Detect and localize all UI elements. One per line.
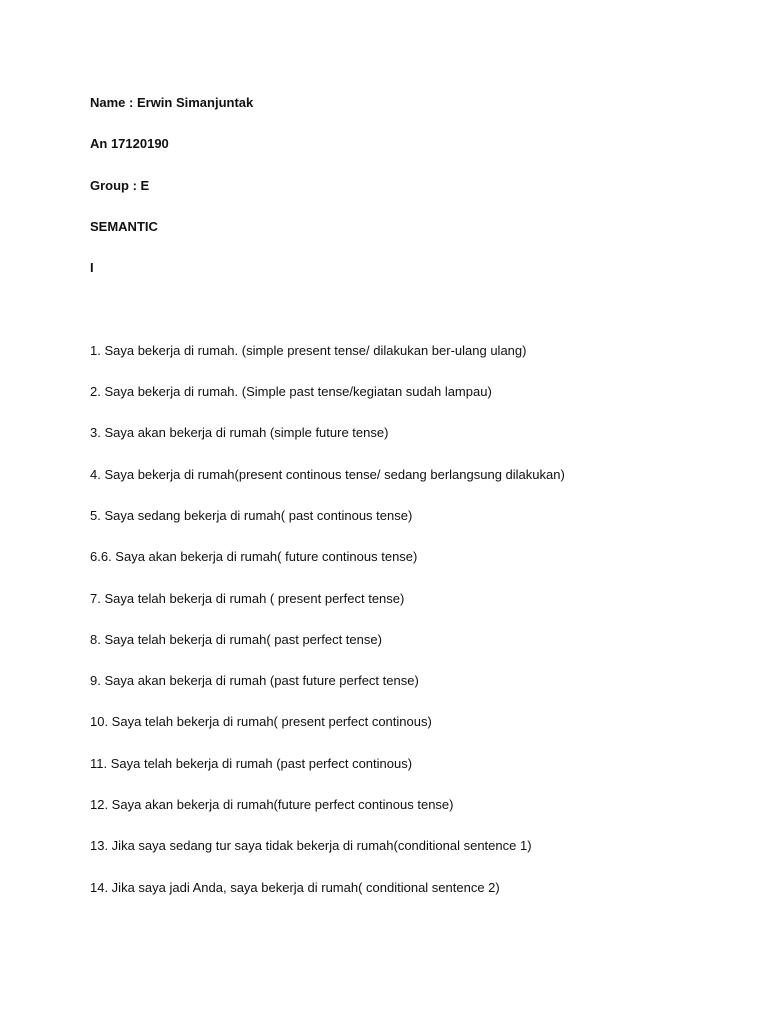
student-number: An 17120190 xyxy=(90,136,169,152)
list-item: 6.6. Saya akan bekerja di rumah( future continous tense) xyxy=(90,549,418,565)
subject-title: SEMANTIC xyxy=(90,218,158,234)
list-item: 4. Saya bekerja di rumah(present continous tense/ sedang berlangsung dilakukan) xyxy=(90,466,565,482)
student-group: Group : E xyxy=(90,177,150,193)
list-item: 5. Saya sedang bekerja di rumah( past continous tense) xyxy=(90,507,413,523)
list-item: 14. Jika saya jadi Anda, saya bekerja di rumah( conditional sentence 2) xyxy=(90,879,500,895)
list-item: 12. Saya akan bekerja di rumah(future perfect continous tense) xyxy=(90,797,454,813)
list-item: 13. Jika saya sedang tur saya tidak bekerja di rumah(conditional sentence 1) xyxy=(90,838,532,854)
list-item: 7. Saya telah bekerja di rumah ( present perfect tense) xyxy=(90,590,405,606)
list-item: 2. Saya bekerja di rumah. (Simple past tense/kegiatan sudah lampau) xyxy=(90,384,492,400)
document-content xyxy=(90,94,730,920)
section-number: I xyxy=(90,260,94,276)
list-item: 10. Saya telah bekerja di rumah( present perfect continous) xyxy=(90,714,432,730)
list-item: 1. Saya bekerja di rumah. (simple present tense/ dilakukan ber-ulang ulang) xyxy=(90,342,527,358)
student-name: Name : Erwin Simanjuntak xyxy=(90,95,254,110)
list-item: 3. Saya akan bekerja di rumah (simple future tense) xyxy=(90,425,389,441)
document-header xyxy=(90,94,730,300)
list-item: 9. Saya akan bekerja di rumah (past future perfect tense) xyxy=(90,673,419,689)
list-item: 8. Saya telah bekerja di rumah( past perfect tense) xyxy=(90,631,382,647)
blank-line xyxy=(90,300,730,341)
list-item: 11. Saya telah bekerja di rumah (past perfect continous) xyxy=(90,755,413,771)
sentence-list xyxy=(90,342,730,920)
